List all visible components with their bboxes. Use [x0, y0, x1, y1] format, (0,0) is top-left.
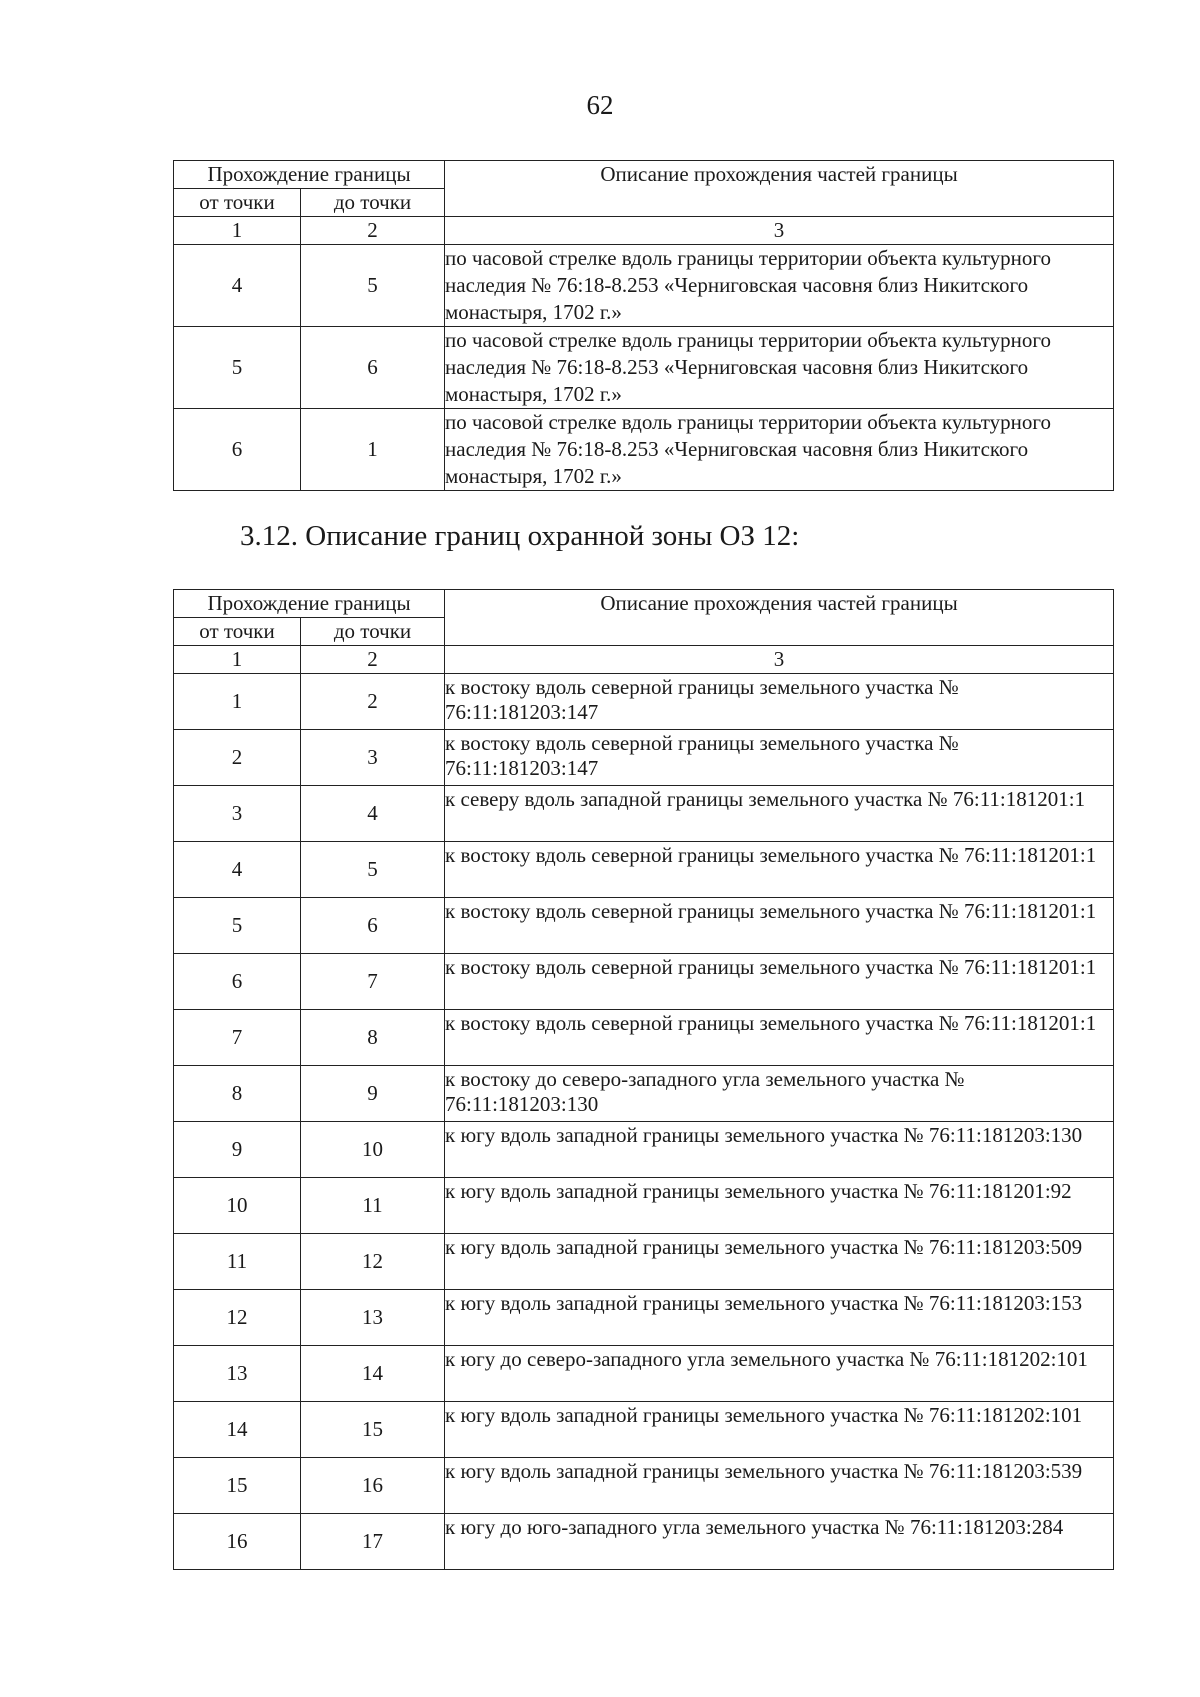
- table-row: [174, 842, 1114, 898]
- header-from-point: от точки: [174, 189, 301, 217]
- description-cell: к югу до северо-западного угла земельного участка № 76:11:181202:101: [445, 1346, 1114, 1402]
- from-point-cell: 8: [174, 1066, 301, 1122]
- from-point-cell: 5: [174, 327, 301, 409]
- from-point-cell: 16: [174, 1514, 301, 1570]
- from-point-cell: 6: [174, 954, 301, 1010]
- column-number-1: 1: [174, 646, 301, 674]
- from-point-cell: 11: [174, 1234, 301, 1290]
- to-point-cell: 2: [301, 674, 445, 730]
- to-point-cell: 15: [301, 1402, 445, 1458]
- from-point-cell: 4: [174, 842, 301, 898]
- table-row: [174, 409, 1114, 491]
- table-1-body: [174, 161, 1114, 491]
- table-row: [174, 674, 1114, 730]
- column-number-3: 3: [445, 217, 1114, 245]
- description-cell: к югу вдоль западной границы земельного участка № 76:11:181203:539: [445, 1458, 1114, 1514]
- table-row: [174, 327, 1114, 409]
- from-point-cell: 9: [174, 1122, 301, 1178]
- header-description: Описание прохождения частей границы: [445, 161, 1114, 217]
- from-point-cell: 3: [174, 786, 301, 842]
- table-row: [174, 898, 1114, 954]
- to-point-cell: 5: [301, 245, 445, 327]
- table-row: [174, 1010, 1114, 1066]
- description-cell: к югу вдоль западной границы земельного участка № 76:11:181201:92: [445, 1178, 1114, 1234]
- description-cell: к востоку до северо-западного угла земельного участка № 76:11:181203:130: [445, 1066, 1114, 1122]
- to-point-cell: 13: [301, 1290, 445, 1346]
- to-point-cell: 8: [301, 1010, 445, 1066]
- to-point-cell: 7: [301, 954, 445, 1010]
- to-point-cell: 17: [301, 1514, 445, 1570]
- header-to-point: до точки: [301, 189, 445, 217]
- from-point-cell: 4: [174, 245, 301, 327]
- column-number-2: 2: [301, 217, 445, 245]
- from-point-cell: 12: [174, 1290, 301, 1346]
- header-row-group: [174, 590, 1114, 618]
- table-row: [174, 1122, 1114, 1178]
- to-point-cell: 1: [301, 409, 445, 491]
- description-cell: к северу вдоль западной границы земельного участка № 76:11:181201:1: [445, 786, 1114, 842]
- page-number: 62: [586, 90, 614, 120]
- column-number-row: [174, 217, 1114, 245]
- description-cell: к востоку вдоль северной границы земельного участка № 76:11:181201:1: [445, 842, 1114, 898]
- boundary-table-1: [173, 160, 1114, 491]
- from-point-cell: 1: [174, 674, 301, 730]
- to-point-cell: 5: [301, 842, 445, 898]
- table-row: [174, 1402, 1114, 1458]
- description-cell: по часовой стрелке вдоль границы территории объекта культурного наследия № 76:18-8.253 «Черниговская часовня близ Никитского монастыря, 1702 г.»: [445, 327, 1114, 409]
- to-point-cell: 16: [301, 1458, 445, 1514]
- description-cell: к востоку вдоль северной границы земельного участка № 76:11:181201:1: [445, 954, 1114, 1010]
- description-cell: по часовой стрелке вдоль границы территории объекта культурного наследия № 76:18-8.253 «Черниговская часовня близ Никитского монастыря, 1702 г.»: [445, 409, 1114, 491]
- header-description: Описание прохождения частей границы: [445, 590, 1114, 646]
- description-cell: к югу вдоль западной границы земельного участка № 76:11:181203:130: [445, 1122, 1114, 1178]
- from-point-cell: 6: [174, 409, 301, 491]
- description-cell: к востоку вдоль северной границы земельного участка № 76:11:181201:1: [445, 898, 1114, 954]
- description-cell: к востоку вдоль северной границы земельного участка № 76:11:181201:1: [445, 1010, 1114, 1066]
- from-point-cell: 10: [174, 1178, 301, 1234]
- to-point-cell: 6: [301, 898, 445, 954]
- table-row: [174, 954, 1114, 1010]
- column-number-1: 1: [174, 217, 301, 245]
- description-cell: к востоку вдоль северной границы земельного участка № 76:11:181203:147: [445, 730, 1114, 786]
- column-number-2: 2: [301, 646, 445, 674]
- table-row: [174, 1178, 1114, 1234]
- section-title: 3.12. Описание границ охранной зоны ОЗ 12:: [240, 520, 800, 552]
- to-point-cell: 4: [301, 786, 445, 842]
- header-row-group: [174, 161, 1114, 189]
- description-cell: по часовой стрелке вдоль границы территории объекта культурного наследия № 76:18-8.253 «Черниговская часовня близ Никитского монастыря, 1702 г.»: [445, 245, 1114, 327]
- description-cell: к югу вдоль западной границы земельного участка № 76:11:181203:153: [445, 1290, 1114, 1346]
- header-from-point: от точки: [174, 618, 301, 646]
- description-cell: к югу до юго-западного угла земельного участка № 76:11:181203:284: [445, 1514, 1114, 1570]
- to-point-cell: 11: [301, 1178, 445, 1234]
- from-point-cell: 5: [174, 898, 301, 954]
- column-number-3: 3: [445, 646, 1114, 674]
- from-point-cell: 14: [174, 1402, 301, 1458]
- table-2-body: [174, 590, 1114, 1570]
- table-row: [174, 1346, 1114, 1402]
- header-passage: Прохождение границы: [174, 590, 445, 618]
- header-passage: Прохождение границы: [174, 161, 445, 189]
- table-row: [174, 730, 1114, 786]
- to-point-cell: 3: [301, 730, 445, 786]
- from-point-cell: 15: [174, 1458, 301, 1514]
- table-row: [174, 1066, 1114, 1122]
- description-cell: к югу вдоль западной границы земельного участка № 76:11:181202:101: [445, 1402, 1114, 1458]
- from-point-cell: 13: [174, 1346, 301, 1402]
- table-row: [174, 1290, 1114, 1346]
- to-point-cell: 6: [301, 327, 445, 409]
- table-row: [174, 1458, 1114, 1514]
- column-number-row: [174, 646, 1114, 674]
- from-point-cell: 2: [174, 730, 301, 786]
- header-to-point: до точки: [301, 618, 445, 646]
- to-point-cell: 10: [301, 1122, 445, 1178]
- to-point-cell: 14: [301, 1346, 445, 1402]
- table-row: [174, 786, 1114, 842]
- boundary-table-2: [173, 589, 1114, 1570]
- description-cell: к югу вдоль западной границы земельного участка № 76:11:181203:509: [445, 1234, 1114, 1290]
- table-row: [174, 245, 1114, 327]
- to-point-cell: 12: [301, 1234, 445, 1290]
- to-point-cell: 9: [301, 1066, 445, 1122]
- from-point-cell: 7: [174, 1010, 301, 1066]
- description-cell: к востоку вдоль северной границы земельного участка № 76:11:181203:147: [445, 674, 1114, 730]
- table-row: [174, 1234, 1114, 1290]
- table-row: [174, 1514, 1114, 1570]
